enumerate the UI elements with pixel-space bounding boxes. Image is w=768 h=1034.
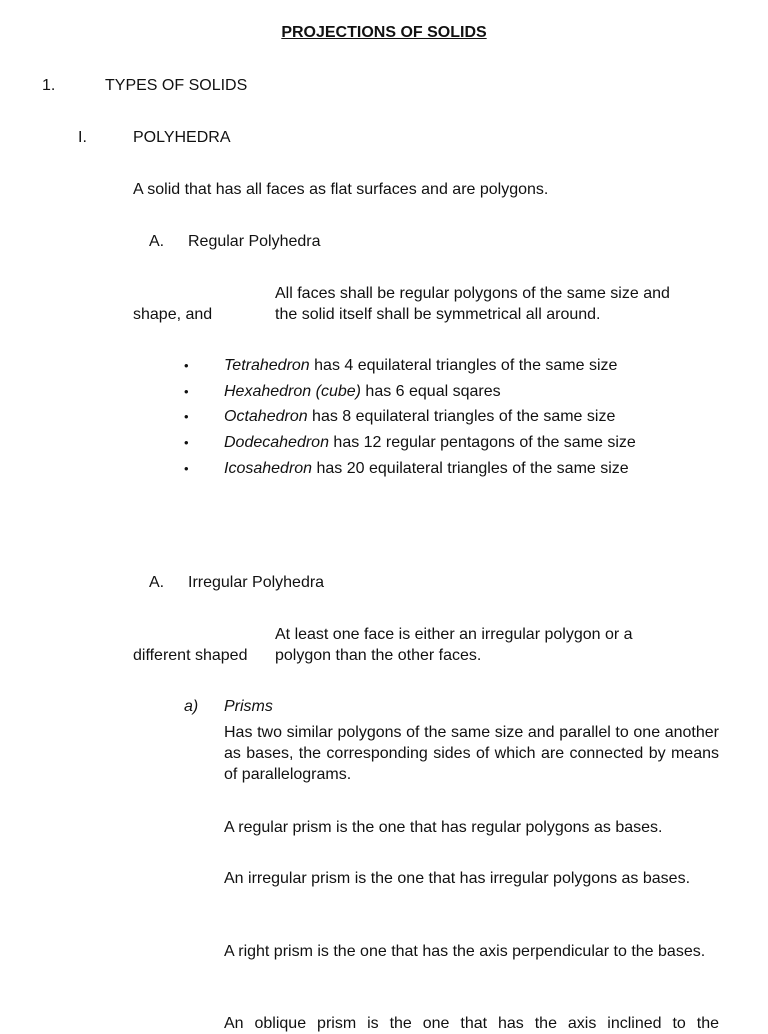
regular-description-line1: All faces shall be regular polygons of the same size and <box>275 285 670 302</box>
irregular-description-lead: different shaped <box>133 647 248 664</box>
solid-description: has 12 regular pentagons of the same size <box>328 434 636 451</box>
bullet-icon: • <box>184 409 189 424</box>
prisms-heading: Prisms <box>224 698 273 715</box>
solid-name: Tetrahedron <box>224 357 310 374</box>
irregular-heading: Irregular Polyhedra <box>188 574 325 591</box>
solid-description: has 8 equilateral triangles of the same size <box>307 408 616 425</box>
subsection-number: I. <box>78 129 87 146</box>
regular-heading: Regular Polyhedra <box>188 233 321 250</box>
regular-prism-definition: A regular prism is the one that has regular polygons as bases. <box>224 819 663 836</box>
bullet-icon: • <box>184 461 189 476</box>
section-heading: TYPES OF SOLIDS <box>105 77 248 94</box>
solid-description: has 4 equilateral triangles of the same size <box>309 357 618 374</box>
regular-description-line2: the solid itself shall be symmetrical all around. <box>275 306 601 323</box>
oblique-prism-definition: An oblique prism is the one that has the axis inclined to the <box>224 1015 719 1032</box>
section-number: 1. <box>42 77 56 94</box>
document-title: PROJECTIONS OF SOLIDS <box>281 24 487 41</box>
solid-name: Icosahedron <box>224 460 313 477</box>
bullet-icon: • <box>184 358 189 373</box>
irregular-description-line1: At least one face is either an irregular polygon or a <box>275 626 633 643</box>
solid-name: Octahedron <box>224 408 308 425</box>
regular-description-lead: shape, and <box>133 306 213 323</box>
bullet-icon: • <box>184 435 189 450</box>
polyhedra-definition: A solid that has all faces as flat surfaces and are polygons. <box>133 181 549 198</box>
irregular-prism-definition: An irregular prism is the one that has irregular polygons as bases. <box>224 870 691 887</box>
regular-marker: A. <box>149 233 165 250</box>
solid-description: has 6 equal sqares <box>360 383 501 400</box>
subsection-heading: POLYHEDRA <box>133 129 231 146</box>
irregular-marker: A. <box>149 574 165 591</box>
prisms-marker: a) <box>184 698 199 715</box>
solid-description: has 20 equilateral triangles of the same size <box>312 460 629 477</box>
irregular-description-line2: polygon than the other faces. <box>275 647 482 664</box>
right-prism-definition: A right prism is the one that has the axis perpendicular to the bases. <box>224 943 706 960</box>
solid-name: Hexahedron (cube) <box>224 383 361 400</box>
bullet-icon: • <box>184 384 189 399</box>
solid-name: Dodecahedron <box>224 434 329 451</box>
prisms-definition: Has two similar polygons of the same size and parallel to one another as bases, the corresponding sides of which are connected by means of parallelograms. <box>224 724 719 783</box>
